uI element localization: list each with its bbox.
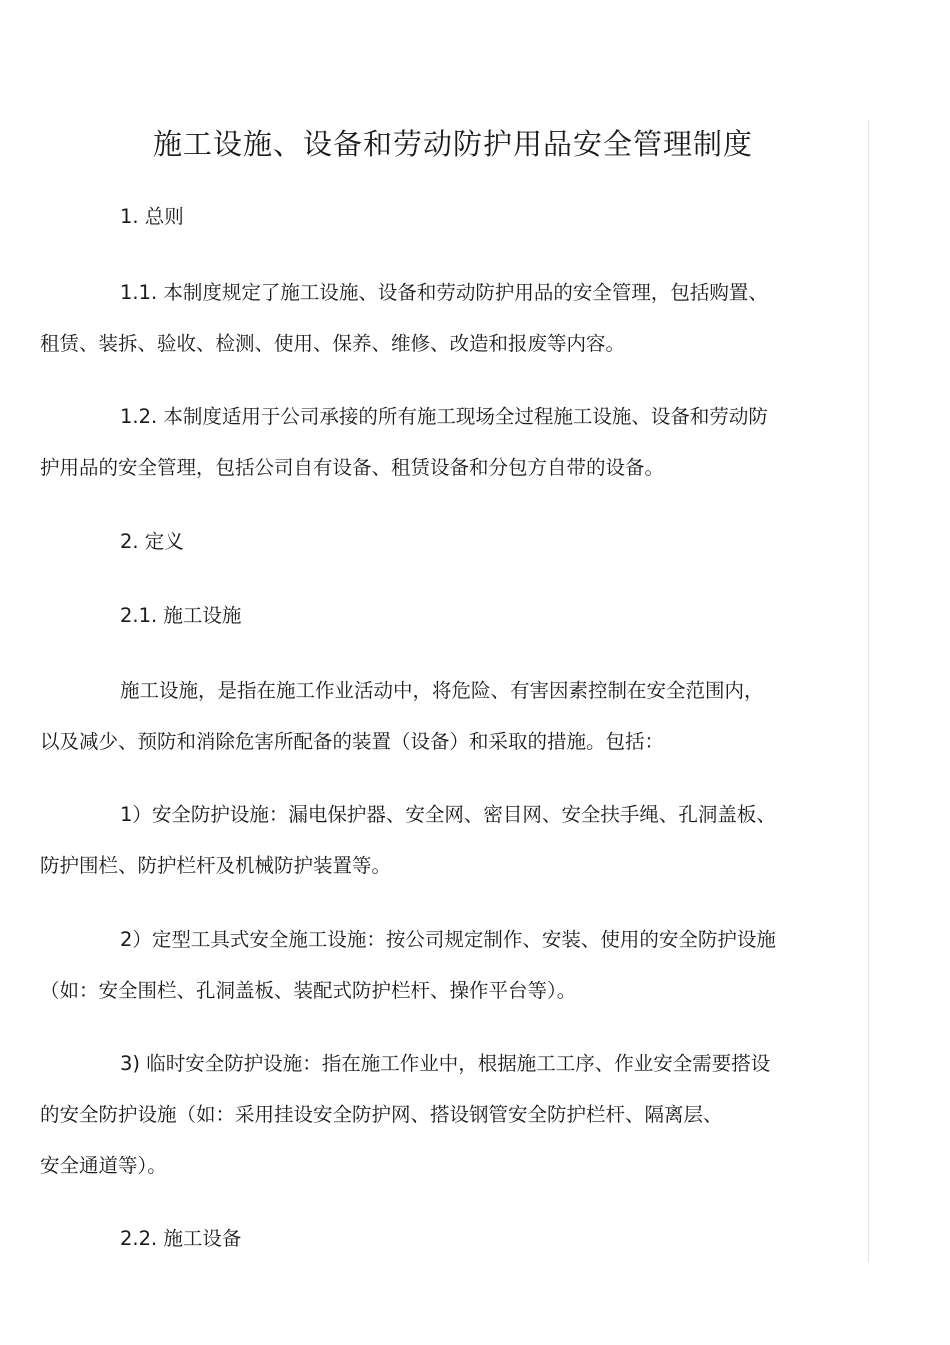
list-item-3-line-2: 的安全防护设施（如：采用挂设安全防护网、搭设钢管安全防护栏杆、隔离层、 [40, 1103, 723, 1126]
section-1-heading-text: 1. 总则 [120, 205, 184, 228]
clause-2-2-heading [80, 1213, 825, 1264]
clause-2-1-heading [80, 590, 825, 641]
page-edge-divider [868, 120, 869, 1262]
clause-2-1-body [40, 665, 825, 767]
clause-1-2-line-2: 护用品的安全管理，包括公司自有设备、租赁设备和分包方自带的设备。 [40, 456, 665, 479]
section-2-heading [80, 516, 825, 567]
clause-1-1-line-2: 租赁、装拆、验收、检测、使用、保养、维修、改造和报废等内容。 [40, 332, 626, 355]
list-item-2-line-2: （如：安全围栏、孔洞盖板、装配式防护栏杆、操作平台等）。 [40, 979, 577, 1002]
clause-2-2-heading-text: 2.2. 施工设备 [120, 1227, 242, 1250]
list-item-1-line-2: 防护围栏、防护栏杆及机械防护装置等。 [40, 854, 392, 877]
list-item-3-line-1: 3) 临时安全防护设施：指在施工作业中，根据施工工序、作业安全需要搭设 [120, 1052, 771, 1075]
list-item-1 [40, 789, 825, 891]
clause-2-1-heading-text: 2.1. 施工设施 [120, 604, 242, 627]
document-title: 施工设施、设备和劳动防护用品安全管理制度 [152, 127, 753, 161]
list-item-3-line-3: 安全通道等）。 [40, 1154, 167, 1177]
clause-1-2-line-1: 1.2. 本制度适用于公司承接的所有施工现场全过程施工设施、设备和劳动防 [120, 405, 768, 428]
clause-1-2 [40, 391, 825, 493]
section-2-heading-text: 2. 定义 [120, 530, 184, 553]
section-1-heading [80, 191, 825, 242]
clause-1-1 [40, 267, 825, 369]
list-item-1-line-1: 1）安全防护设施：漏电保护器、安全网、密目网、安全扶手绳、孔洞盖板、 [120, 803, 776, 826]
clause-2-1-body-line-1: 施工设施，是指在施工作业活动中，将危险、有害因素控制在安全范围内， [120, 679, 764, 702]
clause-1-1-line-1: 1.1. 本制度规定了施工设施、设备和劳动防护用品的安全管理，包括购置、 [120, 281, 768, 304]
clause-2-1-body-line-2: 以及减少、预防和消除危害所配备的装置（设备）和采取的措施。包括： [40, 730, 665, 753]
list-item-3 [40, 1038, 825, 1191]
list-item-2 [40, 914, 825, 1016]
list-item-2-line-1: 2）定型工具式安全施工设施：按公司规定制作、安装、使用的安全防护设施 [120, 928, 776, 951]
